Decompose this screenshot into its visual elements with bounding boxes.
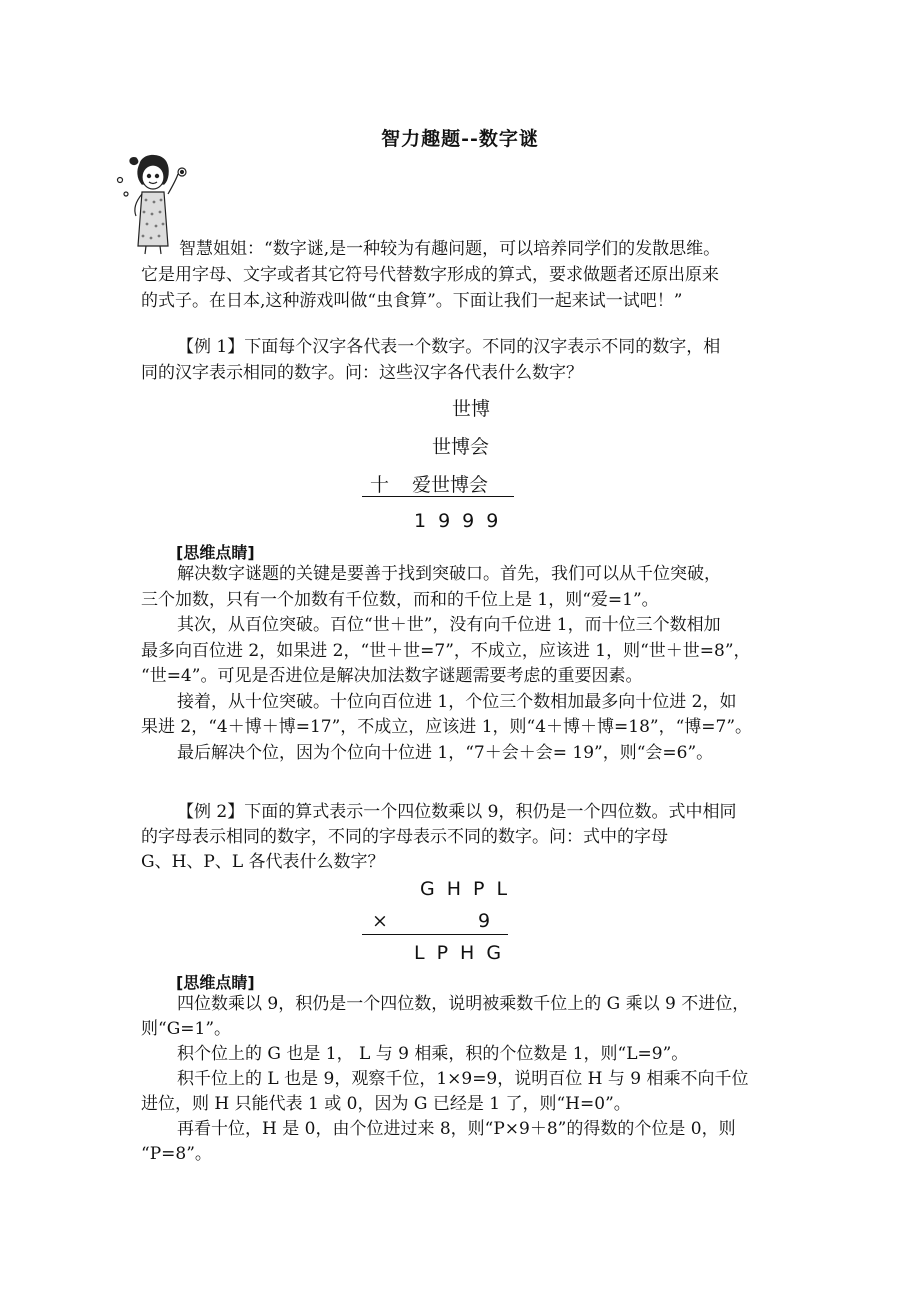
example1-solution-7: 果进 2，“4＋博＋博=17”，不成立，应该进 1，则“4＋博＋博=18”，“博=7”。 [141,717,753,737]
example2-solution-5: 进位，则 H 只能代表 1 或 0，因为 G 已经是 1 了，则“H=0”。 [141,1094,631,1114]
example1-solution-3: 其次，从百位突破。百位“世＋世”，没有向千位进 1，而十位三个数相加 [177,615,721,635]
example2-solution-1: 四位数乘以 9，积仍是一个四位数，说明被乘数千位上的 G 乘以 9 不进位， [177,994,750,1014]
eq2-multiplier: 9 [478,910,491,932]
example1-line-2: 同的汉字表示相同的数字。问：这些汉字各代表什么数字？ [141,363,583,383]
example1-solution-4: 最多向百位进 2，如果进 2，“世＋世=7”，不成立，应该进 1，则“世＋世=8”， [141,641,751,661]
eq1-rule [362,496,514,497]
intro-line-2: 它是用字母、文字或者其它符号代替数字形成的算式，要求做题者还原出原来 [141,265,719,285]
eq1-operator: 十 [370,474,390,496]
example2-solution-4: 积千位上的 L 也是 9，观察千位，1×9=9，说明百位 H 与 9 相乘不向千位 [177,1069,749,1089]
eq1-row-1: 世博 [452,398,491,420]
example1-solution-6: 接着，从十位突破。十位向百位进 1，个位三个数相加最多向十位进 2，如 [177,692,737,712]
intro-line-1: 智慧姐姐：“数字谜,是一种较为有趣问题，可以培养同学们的发散思维。 [179,239,721,259]
intro-line-3: 的式子。在日本,这种游戏叫做“虫食算”。下面让我们一起来试一试吧！” [141,291,683,311]
example2-solution-7: “P=8”。 [141,1144,212,1164]
eq2-row-1: GHPL [420,878,520,900]
example2-solution-2: 则“G=1”。 [141,1019,232,1039]
eq2-operator: × [372,910,388,932]
example2-solution-3: 积个位上的 G 也是 1， L 与 9 相乘，积的个位数是 1，则“L=9”。 [177,1044,689,1064]
example2-line-3: G、H、P、L 各代表什么数字？ [141,852,385,872]
example2-line-1: 【例 2】下面的算式表示一个四位数乘以 9，积仍是一个四位数。式中相同 [177,802,737,822]
page-title: 智力趣题--数字谜 [381,128,539,150]
example2-solution-6: 再看十位，H 是 0，由个位进过来 8，则“P×9＋8”的得数的个位是 0，则 [177,1119,736,1139]
example1-solution-2: 三个加数，只有一个加数有千位数，而和的千位上是 1，则“爱=1”。 [141,590,659,610]
eq2-result: LPHG [414,942,514,964]
example2-line-2: 的字母表示相同的数字，不同的字母表示不同的数字。问：式中的字母 [141,827,668,847]
eq1-row-2: 世博会 [432,436,490,458]
example1-solution-8: 最后解决个位，因为个位向十位进 1，“7＋会＋会= 19”，则“会=6”。 [177,743,714,763]
eq2-rule [362,934,508,935]
example1-hint-label: [思维点睛] [176,543,255,562]
eq1-row-3: 爱世博会 [412,474,489,496]
example1-solution-1: 解决数字谜题的关键是要善于找到突破口。首先，我们可以从千位突破， [177,564,721,584]
example1-solution-5: “世=4”。可见是否进位是解决加法数字谜题需要考虑的重要因素。 [141,666,643,686]
example2-hint-label: [思维点睛] [176,973,255,992]
example1-line-1: 【例 1】下面每个汉字各代表一个数字。不同的汉字表示不同的数字，相 [177,337,721,357]
eq1-result: 1999 [414,510,511,532]
